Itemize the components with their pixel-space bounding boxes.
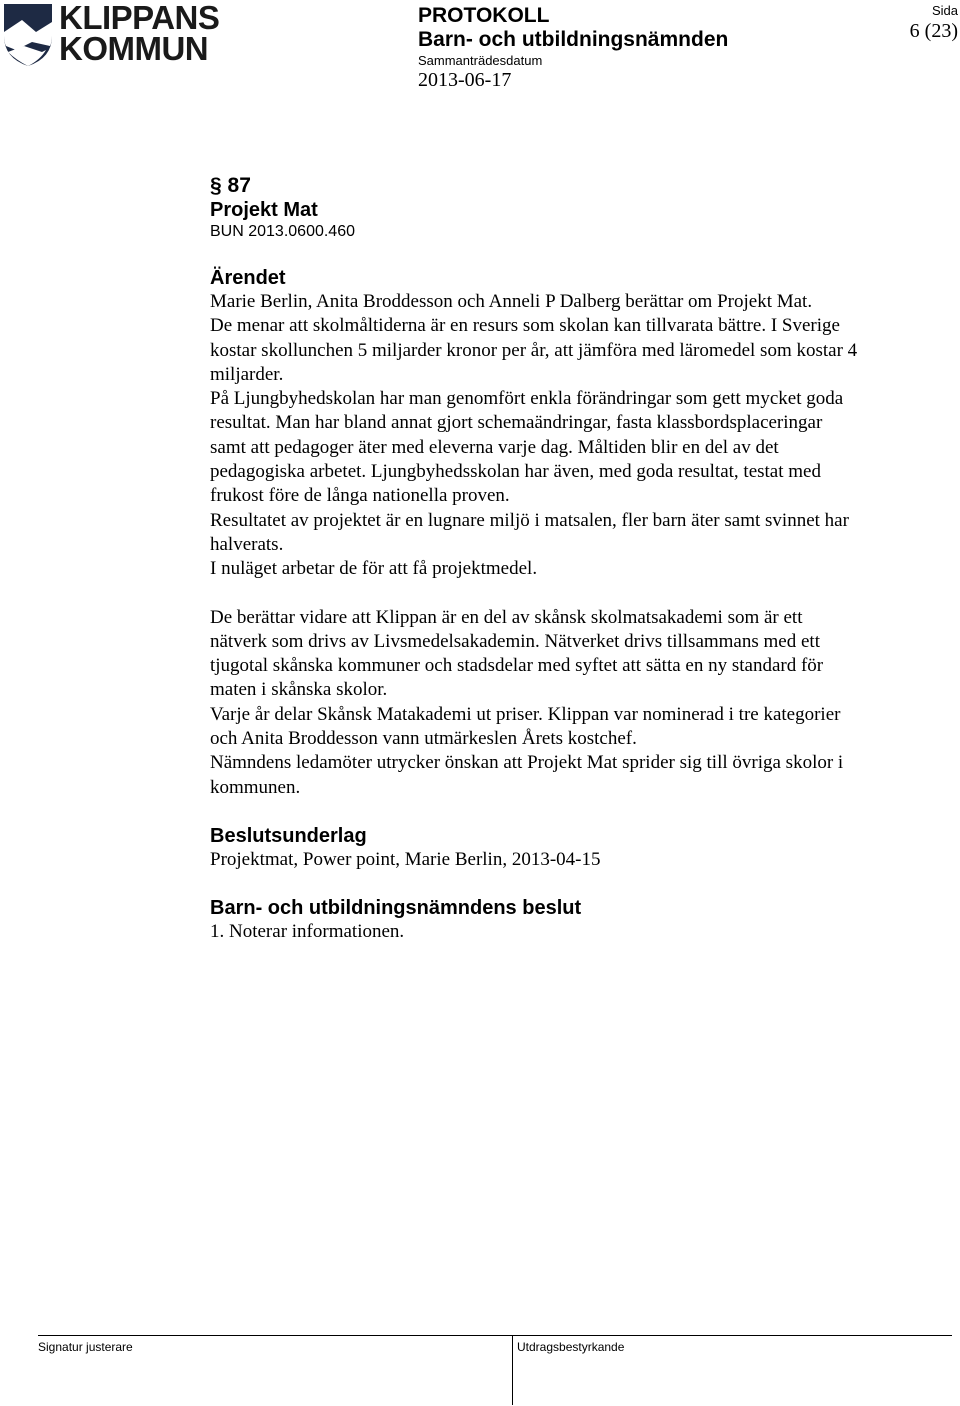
footer-column-divider — [512, 1335, 513, 1405]
text-line: De berättar vidare att Klippan är en del av skånsk skolmatsakademi som är ett — [210, 606, 803, 628]
shield-icon — [2, 2, 56, 68]
signature-label: Signatur justerare — [38, 1340, 133, 1354]
meeting-date: 2013-06-17 — [418, 69, 512, 91]
text-line: resultat. Man har bland annat gjort schemaändringar, fasta klassbordsplaceringar — [210, 412, 823, 434]
case-number: BUN 2013.0600.460 — [210, 223, 355, 240]
logo-line-1: KLIPPANS — [59, 0, 220, 36]
certification-label: Utdragsbestyrkande — [517, 1340, 625, 1354]
municipality-logo — [2, 0, 220, 68]
board-name: Barn- och utbildningsnämnden — [418, 28, 729, 51]
paragraph-number: § 87 — [210, 174, 251, 197]
date-label: Sammanträdesdatum — [418, 53, 543, 68]
text-line: pedagogiska arbetet. Ljungbyhedsskolan har även, med goda resultat, testat med — [210, 461, 821, 483]
text-line: samt att pedagoger äter med eleverna varje dag. Måltiden blir en del av det — [210, 436, 779, 458]
text-line: I nuläget arbetar de för att få projektmedel. — [210, 558, 538, 580]
text-line: maten i skånska skolor. — [210, 679, 388, 701]
text-line: Resultatet av projektet är en lugnare miljö i matsalen, fler barn äter samt svinnet har — [210, 509, 849, 531]
text-line: och Anita Broddesson vann utmärkeslen Årets kostchef. — [210, 728, 637, 750]
arendet-text — [210, 290, 935, 582]
text-line: Nämndens ledamöter utrycker önskan att Projekt Mat sprider sig till övriga skolor i — [210, 752, 844, 774]
footer-divider — [38, 1335, 952, 1336]
document-type: PROTOKOLL — [418, 4, 550, 27]
arendet-heading: Ärendet — [210, 267, 286, 289]
text-line: kostar skollunchen 5 miljarder kronor per år, att jämföra med läromedel som kostar 4 — [210, 339, 858, 361]
logo-line-2: KOMMUN — [59, 30, 209, 67]
text-line: Marie Berlin, Anita Broddesson och Anneli P Dalberg berättar om Projekt Mat. — [210, 291, 813, 312]
text-line: kommunen. — [210, 776, 301, 798]
protocol-body — [210, 174, 935, 945]
text-line: halverats. — [210, 533, 284, 555]
beslutsunderlag-text: Projektmat, Power point, Marie Berlin, 2013-04-15 — [210, 848, 601, 870]
text-line: nätverk som drivs av Livsmedelsakademin. Nätverket drivs tillsammans med ett — [210, 630, 820, 652]
text-line: miljarder. — [210, 363, 284, 385]
text-line: tjugotal skånska kommuner och stadsdelar med syftet att sätta en ny standard för — [210, 655, 824, 677]
text-line: De menar att skolmåltiderna är en resurs som skolan kan tillvarata bättre. I Sverige — [210, 315, 840, 337]
text-line: På Ljungbyhedskolan har man genomfört enkla förändringar som gett mycket goda — [210, 388, 844, 410]
beslut-text: 1. Noterar informationen. — [210, 921, 405, 943]
section-title: Projekt Mat — [210, 199, 318, 221]
beslutsunderlag-heading: Beslutsunderlag — [210, 824, 367, 847]
arendet-text-continued — [210, 606, 935, 800]
text-line: frukost före de långa nationella proven. — [210, 485, 510, 507]
page-number: 6 (23) — [909, 20, 958, 42]
beslut-heading: Barn- och utbildningsnämndens beslut — [210, 897, 582, 920]
text-line: Varje år delar Skånsk Matakademi ut priser. Klippan var nominerad i tre kategorier — [210, 703, 841, 725]
page-label: Sida — [931, 3, 958, 18]
